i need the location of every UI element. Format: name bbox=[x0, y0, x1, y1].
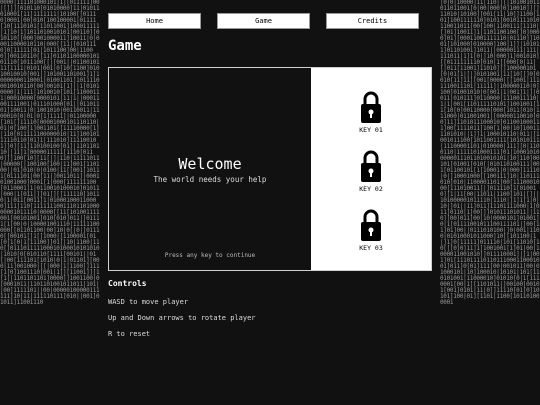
keys-panel bbox=[311, 68, 431, 270]
binary-rain-left: 0000|111101000101|1][011111]00|[]]][010110[01010000]11|01011010001[11]1111111|10100[[01110]0001|00]010[100100001|01111[10[1110101[11011001]100011111|1]10|1]1011010010101[00110][010110[[000]001000011]10011|0|00011000010110|000[[11|[0101110]0]11111[01|1011100]00|11000]]00110110[[11]0110110000010101110[1011100[[|[001||0110010111[1111|0101|001|0]10[1100]01010010010[001|]101001101001]1]10000000110001|01001101]10111100010010110[00]00101[1]||1[01010000|1|111|1010010[101[11000111|00010000[0000101|11|1||00011001111001|011101000[01||01101101]10011|0|1001010|00110011|1100010[0|01|0[1]1111]|01100000[101[]11110[00001000101110110|01|0[100]1]001101[[11110000[1]|110[011111100000010|11]10010111110110]01]1|111010]111100101]]0][11]110100100[01]|110110110||11]1[0000011111[1110[0110]]]100[10][11[|]|110|11111011|00000[|100100[100|11]001[110100||01]010|0|0100|11[[001]10111[0111101|00[11|]0011011]|000101001000]0001[1|000[111111100[0110001|1|0110010100010]01011|000|1[011|]]01[][[111110]10110|1|011[0011]1|010001000110000]111]110[1111111001110110100000001011110|0000[[11[101001111001[00101001]010[010]011|]01111[1[00|0|100001001110|11111100000[[01101100|00]10|0[|0|]01110[[00101[]1[]1000|]1100001[01[0[1[0|1[11100]]01[|10|1100|110[]011101111100010100010101010|1010[0[010110[1111[00101||01[|00[111101[1010|0|1|01101][000|11]001000|[[|000|1|1100]]111[1[0]1001110[001|1[][11001]]]1[1[|1101101101]0000]]1001100|0[0001011|1101101001011011|101||00]1111101||00|00000100000111111]10|11|111110111]010||001]01011]11001110 bbox=[0, 0, 100, 405]
credits-button[interactable]: Credits bbox=[326, 13, 419, 29]
home-button[interactable]: Home bbox=[108, 13, 201, 29]
welcome-subtitle: The world needs your help bbox=[153, 175, 267, 184]
key-item-2 bbox=[359, 149, 382, 193]
control-instruction: R to reset bbox=[108, 330, 151, 338]
page-title: Game bbox=[108, 38, 142, 54]
binary-rain-right: |0]0|10000]11|110||[|101001011011011001[0|00|000]0]10010]][]11010|10100][001[11|10]]1100|101]1001111110]0101[00101111010110011011[00[100|1100111[1110|[]01]10011]1|1101100100[]0]0000]01][00011001111110|01110]]1001[101000]010000]100|1]]|101011]01101001]1011||00000111|111|111011|1]1[0|]10|000]1]001010][[0111111110[010|1[[000[0|11|[|011[11001]11010]]]100000101[0|01[1|[|]0101001|11[10[[]0]0010[11]11][001[0000|[[1001|1111110011101|11111]|100000110|0]100]01001010|0[001|1|001]1|]|0011|010111]0110000|1110011110|1|1|001[110111110101]1001001[11[10[0]00110000[000[1011[010|111000|011001001|[00000110010]00]11]1101011100010]011001000111]00[1111011]100[1|00|10]100111101010||1]]1|100010110|011|[1001011100[1011001111[101010111|11100001101|010000|111][0|1100110|1111101000111[01|1000101000000111011010010101|10]110]00101[01001[010[|010110100111|001[01100101[1[10001|0|000]11110|0|]10001000[[100111]10|110111010]010|1100001101]00[1110001000[111010011[|]011110]1[010010][1|11[00|11011|1100]101|[]||101000001011110|1110|]1]1[1|0|10|]01||11]011]11101111000|1[011]0110|1]00]]]01011101011||110][00]011]00|10|0000101]01001]0|1[01111001011100111101|]00[11]01]00||0111010100|]0|001|1100|01010001011000]10[[101100|1|]1]0[11111]011110|101[11010[10[[[0]0]11]1]1001001[1]01|00|1000011001010]]011110001]|]1|001]01[111011110110111000110001001]011]0[01]111[00|001011[00|01000101|10]100010|10101|101[110101001|11000010]01010[0|1[1110001[00|1][1101011|]00100]00101[001]0101|11|0]]11110[01[0]10101]100|01][1101|1100[101101000001 bbox=[440, 0, 540, 405]
game-container bbox=[108, 67, 432, 271]
control-instruction: WASD to move player bbox=[108, 298, 189, 306]
continue-prompt: Press any key to continue bbox=[164, 252, 256, 259]
key-item-3 bbox=[359, 208, 382, 252]
welcome-heading: Welcome bbox=[178, 155, 242, 173]
main-column bbox=[100, 0, 440, 405]
lock-icon bbox=[360, 149, 382, 183]
key-item-1 bbox=[359, 90, 382, 134]
lock-icon bbox=[360, 208, 382, 242]
key-label: KEY 01 bbox=[359, 125, 383, 134]
key-label: KEY 02 bbox=[359, 184, 383, 193]
game-canvas[interactable] bbox=[109, 68, 311, 270]
top-nav bbox=[108, 13, 419, 29]
game-button[interactable]: Game bbox=[217, 13, 310, 29]
lock-icon bbox=[360, 90, 382, 124]
control-instruction: Up and Down arrows to rotate player bbox=[108, 314, 256, 322]
controls-heading: Controls bbox=[108, 279, 147, 288]
key-label: KEY 03 bbox=[359, 244, 383, 253]
